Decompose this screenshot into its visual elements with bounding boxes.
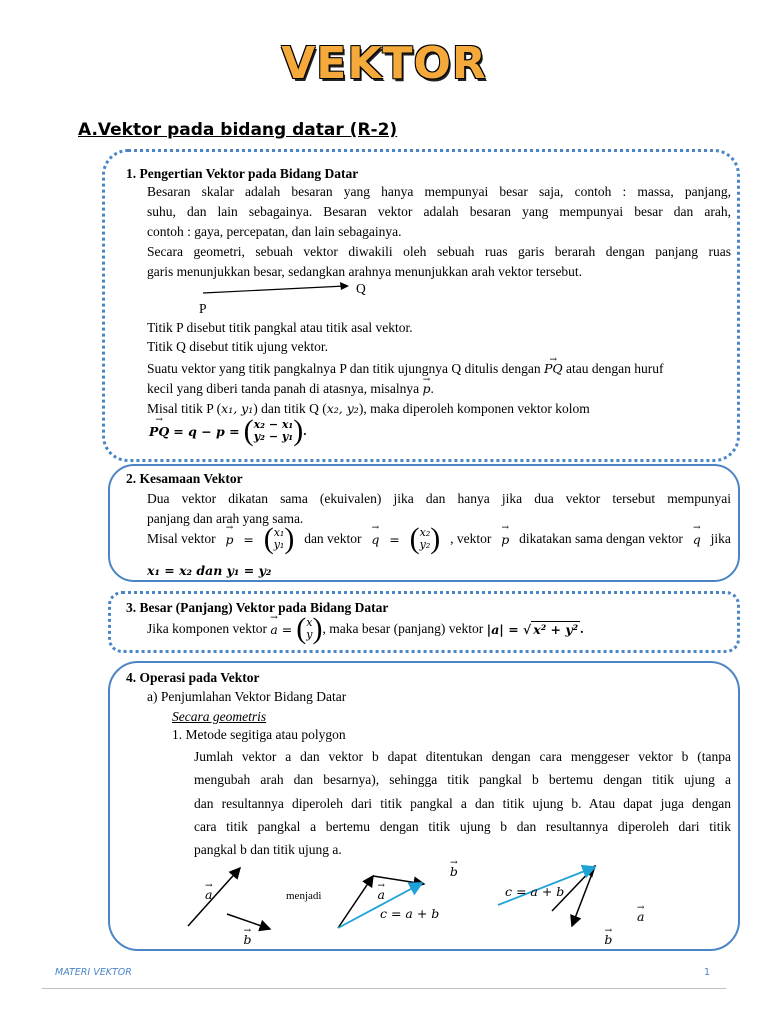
coord-q: x₂, y₂ (326, 401, 359, 416)
vector-q: → q (371, 532, 379, 547)
text-span: atau dengan huruf (566, 361, 664, 376)
y2: y₂ (419, 538, 431, 551)
paragraph-line: mengubah arah dan besarnya), sehingga titik pangkal b bertemu dengan titik ujung a (194, 772, 731, 787)
vector-p: → p (423, 380, 431, 398)
label-c-eq: c = a + b (380, 906, 440, 921)
formula-bot: y₂ − y₁ (253, 430, 294, 443)
pq-arrowhead (340, 282, 349, 290)
label-p: P (199, 301, 207, 316)
vector-pq: → PQ (544, 360, 563, 378)
menjadi-label: menjadi (286, 890, 322, 902)
vector-p: → p (225, 532, 233, 547)
text-span: Misal titik P ( (147, 401, 222, 416)
paragraph-line: garis menunjukkan besar, sedangkan arahnya menunjukkan arah vektor tersebut. (147, 264, 583, 279)
paragraph-line: pangkal b dan titik ujung a. (194, 842, 342, 857)
paragraph-line: kecil yang diberi tanda panah di atasnya, misalnya → p. (147, 380, 434, 398)
metode-heading: 1. Metode segitiga atau polygon (172, 727, 346, 742)
text-span: kecil yang diberi tanda panah di atasnya, misalnya (147, 381, 420, 396)
text-span: Suatu vektor yang titik pangkalnya P dan titik ujungnya Q ditulis dengan (147, 361, 541, 376)
paragraph-line: contoh : gaya, percepatan, dan lain sebagainya. (147, 224, 402, 239)
paragraph-line (147, 360, 663, 378)
column-vector-a: ( x y ) (296, 612, 323, 645)
text-span: , maka besar (panjang) vektor (322, 621, 484, 636)
y: y (306, 628, 313, 641)
paragraph-line: dan resultannya diperoleh dari titik pangkal a dan titik ujung b. Atau dapat juga dengan (194, 796, 731, 811)
label-b: → b (243, 931, 251, 949)
page-title: VEKTOR (281, 38, 487, 89)
vector-a-arrow (188, 868, 240, 926)
column-vector-q: ( x₂ y₂ ) (409, 522, 441, 555)
formula-lhs: → PQ (149, 424, 169, 439)
secara-geometris: Secara geometris (172, 709, 267, 724)
pq-arrow-diagram (195, 280, 365, 300)
text-span: ), maka diperoleh komponen vektor kolom (358, 401, 590, 416)
heading-4: 4. Operasi pada Vektor (126, 670, 260, 685)
paragraph-line: Secara geometri, sebuah vektor diwakili oleh sebuah ruas garis berarah dengan panjang ruas (147, 244, 731, 259)
label-a-3: → a (637, 908, 644, 926)
vector-q: → q (693, 532, 701, 547)
label-a: → a (205, 886, 212, 904)
paragraph-line (147, 400, 590, 418)
formula-pq: → PQ = q − p = ( x₂ − x₁ y₂ − y₁ ) . (149, 418, 307, 444)
vector-a-arrow-2 (338, 876, 373, 928)
paragraph-line: suhu, dan lain sebagainya. Besaran vektor adalah besaran yang mempunyai besar dan arah, (147, 204, 731, 219)
formula-eq: = q − p = (173, 423, 240, 439)
paragraph-line: Jumlah vektor a dan vektor b dapat ditentukan dengan cara menggeser vektor b (tanpa (194, 749, 731, 764)
heading-2: 2. Kesamaan Vektor (126, 471, 243, 486)
footer-divider (42, 988, 726, 989)
label-q: Q (356, 281, 366, 296)
equality-line: Misal vektor → p = ( x₁ y₁ ) dan vektor → q = ( x₂ y₂ ) , vektor → p dikatakan sama dengan vektor → q jika (147, 526, 731, 552)
footer-title: MATERI VEKTOR (55, 967, 132, 978)
text-span: ) dan titik Q ( (253, 401, 327, 416)
page-number: 1 (704, 967, 711, 978)
text-span: , vektor (450, 531, 492, 546)
pq-line (203, 286, 345, 293)
vector-a: → a (270, 622, 277, 637)
sub-heading-a: a) Penjumlahan Vektor Bidang Datar (147, 689, 347, 704)
equality-condition: x₁ = x₂ dan y₁ = y₂ (147, 563, 272, 578)
y1: y₁ (273, 538, 285, 551)
column-vector: ( x₂ − x₁ y₂ − y₁ ) (243, 414, 304, 447)
text-span: jika (710, 531, 731, 546)
x2: x₂ (419, 526, 431, 539)
coord-p: x₁, y₁ (221, 401, 254, 416)
label-b-2: → b (450, 863, 458, 881)
text-span: Jika komponen vektor (147, 621, 267, 636)
formula-top: x₂ − x₁ (253, 418, 294, 431)
label-c-eq-2: c = a + b (505, 884, 565, 899)
section-heading: A.Vektor pada bidang datar (R-2) (78, 120, 398, 140)
text-span: Misal vektor (147, 531, 216, 546)
column-vector-p: ( x₁ y₁ ) (263, 522, 295, 555)
paragraph-line: cara titik pangkal a bertemu dengan titik ujung b dan resultannya diperoleh dari titik (194, 819, 731, 834)
paragraph-line: Titik Q disebut titik ujung vektor. (147, 339, 329, 354)
text-span: dan vektor (304, 531, 362, 546)
paragraph-line: panjang dan arah yang sama. (147, 511, 304, 526)
x1: x₁ (273, 526, 285, 539)
x: x (306, 616, 313, 629)
heading-1: 1. Pengertian Vektor pada Bidang Datar (126, 166, 359, 181)
vector-p: → p (501, 532, 509, 547)
paragraph-line: Titik P disebut titik pangkal atau titik asal vektor. (147, 320, 413, 335)
paragraph-line: Dua vektor dikatan sama (ekuivalen) jika dan hanya jika dua vektor tersebut mempunyai (147, 491, 731, 506)
text-span: dikatakan sama dengan vektor (519, 531, 683, 546)
label-a-2: → a (377, 886, 384, 904)
label-b-3: → b (604, 931, 612, 949)
magnitude-a: |a| (486, 621, 504, 637)
sqrt-expression: x² + y² (533, 622, 579, 637)
paragraph-line: Besaran skalar adalah besaran yang hanya mempunyai besar saja, contoh : massa, panjang, (147, 184, 731, 199)
magnitude-line: Jika komponen vektor → a = ( x y ) , maka besar (panjang) vektor |a| = √ x² + y² . (147, 616, 583, 642)
heading-3: 3. Besar (Panjang) Vektor pada Bidang Datar (126, 600, 389, 615)
